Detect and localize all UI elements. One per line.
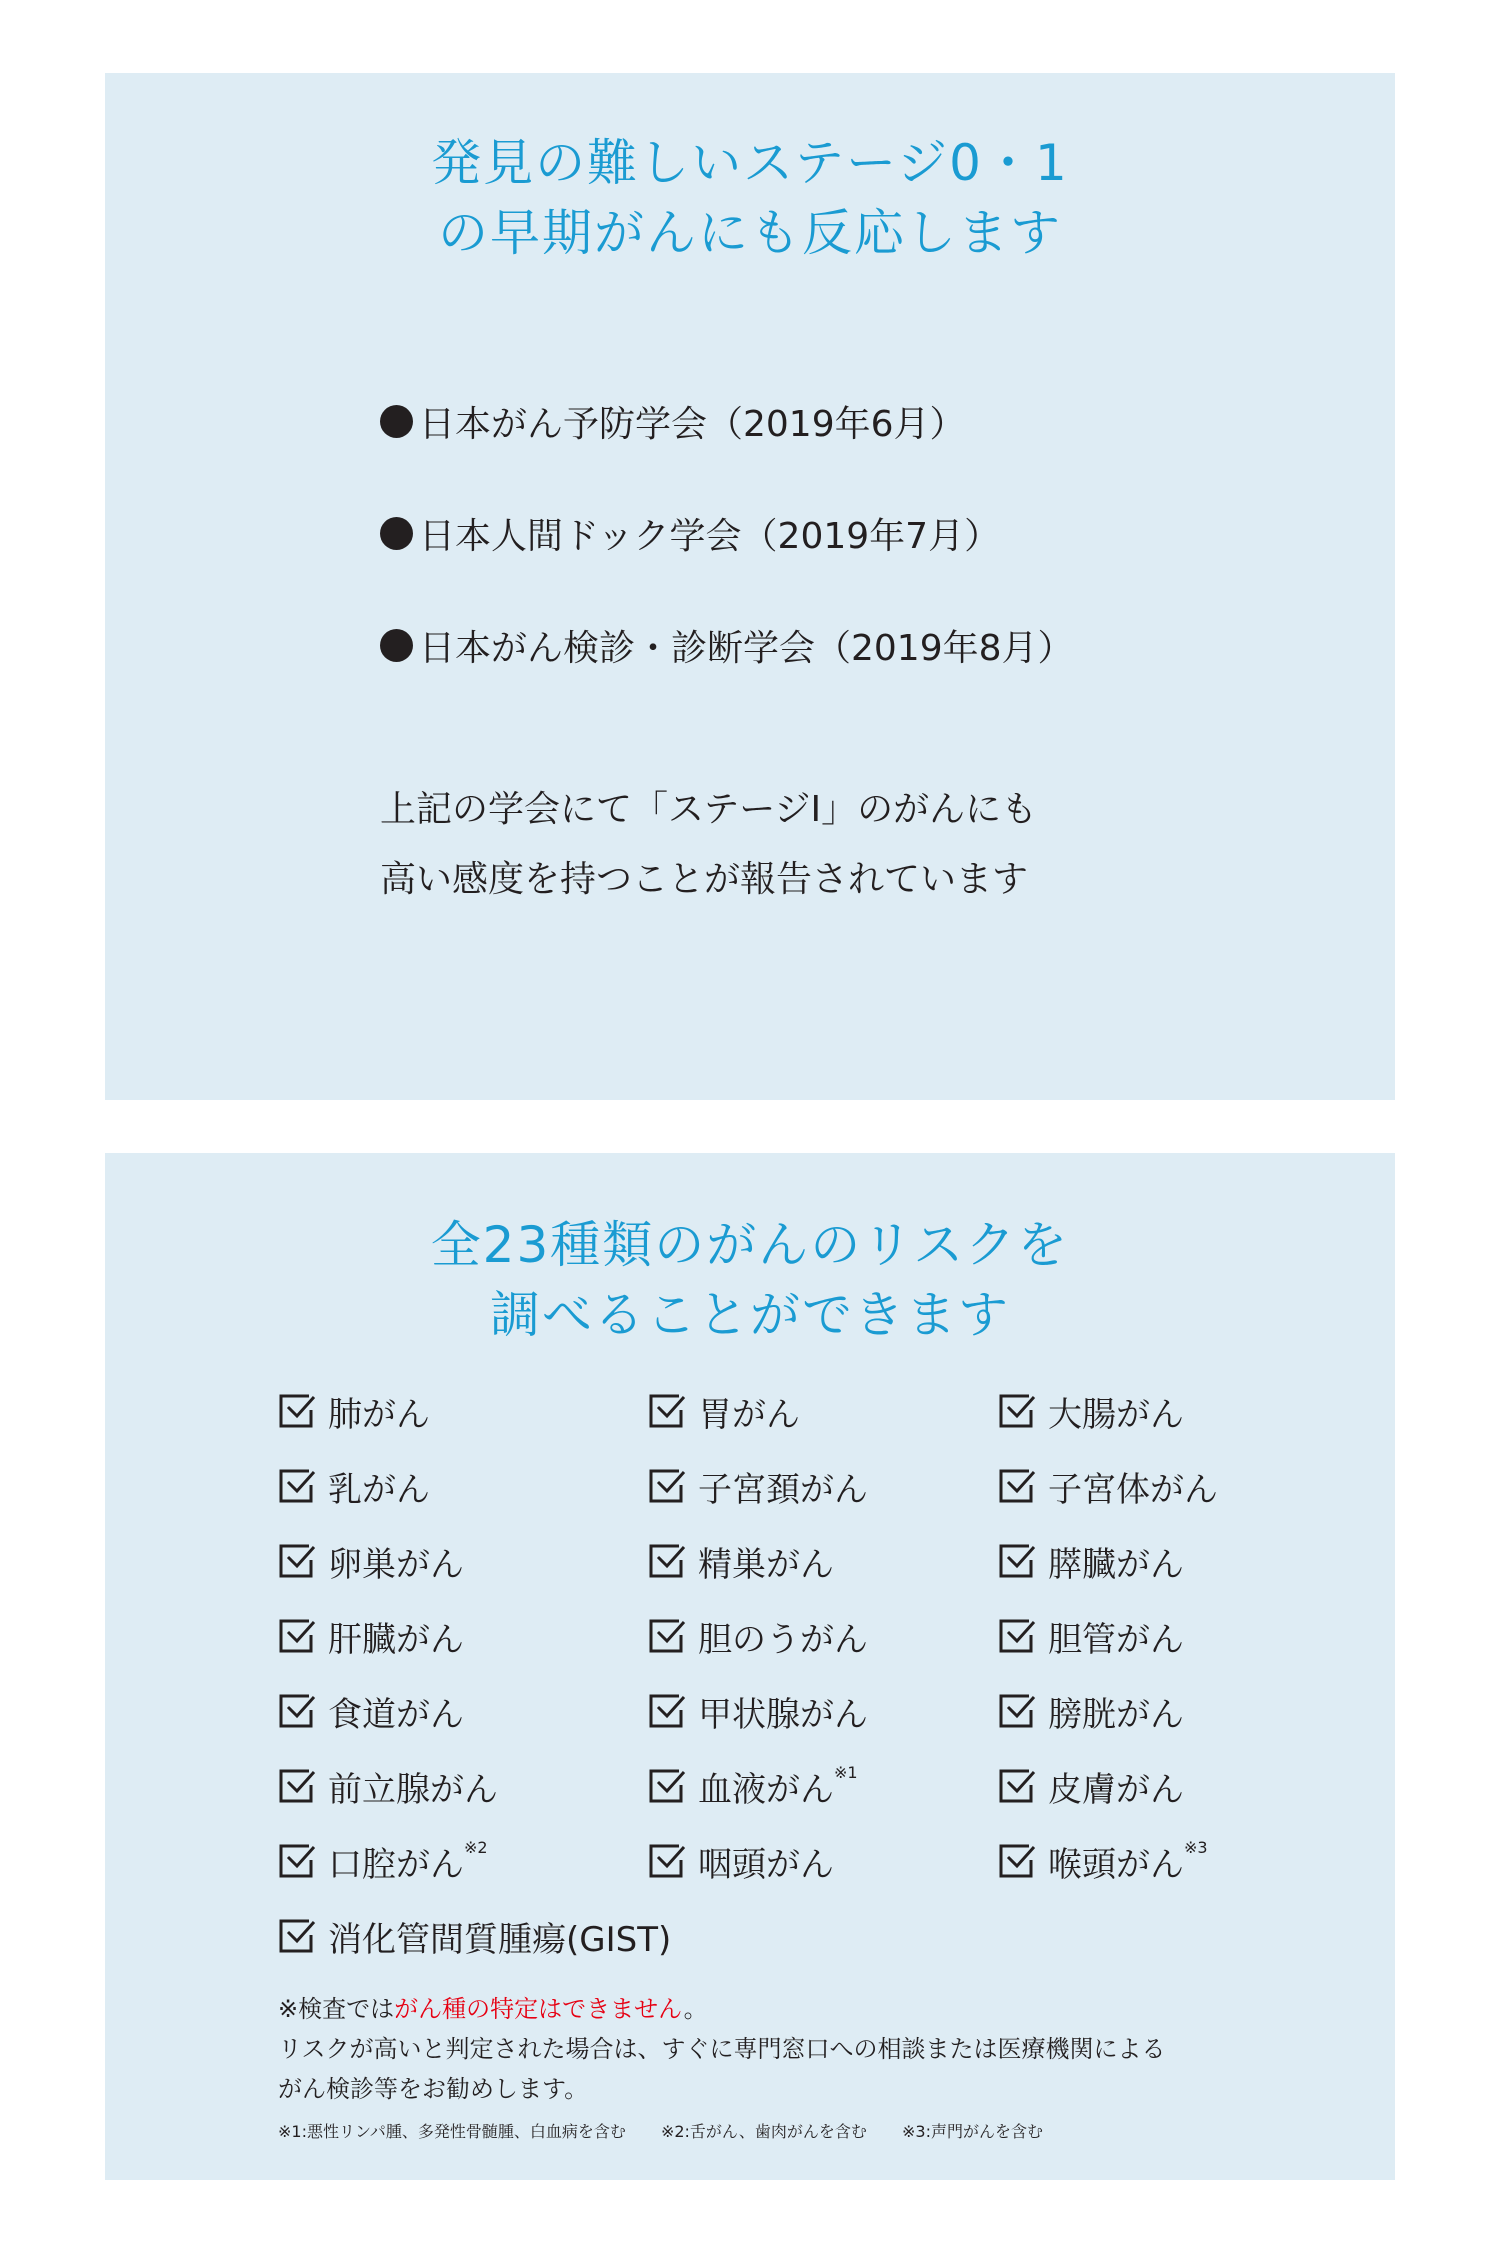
early-detection-panel — [105, 73, 1395, 1100]
cancer-type-item — [278, 1836, 488, 1886]
bullet-icon — [380, 629, 413, 662]
cancer-type-item — [278, 1686, 464, 1736]
cancer-type-item — [998, 1611, 1184, 1661]
cancer-type-label: 精巣がん — [698, 1544, 834, 1585]
checkbox-checked-icon — [278, 1917, 316, 1955]
heading-line: 全23種類のがんのリスクを — [430, 1216, 1070, 1274]
checkbox-checked-icon — [278, 1767, 316, 1805]
checkbox-checked-icon — [648, 1767, 686, 1805]
checkbox-checked-icon — [648, 1842, 686, 1880]
checkbox-checked-icon — [278, 1692, 316, 1730]
cancer-type-label: 胆のうがん — [698, 1619, 868, 1660]
checkbox-checked-icon — [648, 1467, 686, 1505]
cancer-type-item — [278, 1461, 430, 1511]
cancer-type-item — [648, 1461, 868, 1511]
cancer-types-panel — [105, 1153, 1395, 2180]
cancer-type-label: 乳がん — [328, 1469, 430, 1510]
footnote-marker: ※1 — [834, 1763, 858, 1782]
disclaimer-prefix: ※検査では — [278, 1995, 395, 2023]
cancer-type-item — [278, 1536, 464, 1586]
conference-label: 日本人間ドック学会（2019年7月） — [419, 515, 1001, 557]
cancer-type-label: 胃がん — [698, 1394, 800, 1435]
checkbox-checked-icon — [998, 1542, 1036, 1580]
cancer-type-item — [998, 1461, 1218, 1511]
footnotes — [278, 2120, 1073, 2144]
cancer-type-item — [648, 1761, 858, 1811]
cancer-type-label: 皮膚がん — [1048, 1769, 1184, 1810]
cancer-type-item — [648, 1386, 800, 1436]
note-line: 上記の学会にて「ステージⅠ」のがんにも — [380, 789, 1038, 830]
heading-line: 発見の難しいステージ0・1 — [431, 134, 1069, 192]
cancer-type-item — [998, 1761, 1184, 1811]
cancer-type-label: 卵巣がん — [328, 1544, 464, 1585]
heading-line: 調べることができます — [490, 1286, 1010, 1344]
disclaimer-line: リスクが高いと判定された場合は、すぐに専門窓口への相談または医療機関による — [278, 2035, 1166, 2063]
cancer-type-label: 子宮頚がん — [698, 1469, 868, 1510]
conference-label: 日本がん検診・診断学会（2019年8月） — [419, 627, 1074, 669]
cancer-type-label: 肺がん — [328, 1394, 430, 1435]
cancer-type-label: 前立腺がん — [328, 1769, 498, 1810]
checkbox-checked-icon — [648, 1692, 686, 1730]
checkbox-checked-icon — [648, 1542, 686, 1580]
footnote: ※3:声門がんを含む — [901, 2122, 1043, 2141]
cancer-type-item — [278, 1386, 430, 1436]
cancer-type-label: 咽頭がん — [698, 1844, 834, 1885]
disclaimer-highlight: がん種の特定はできません — [394, 1995, 684, 2023]
cancer-type-item — [648, 1536, 834, 1586]
checkbox-checked-icon — [278, 1842, 316, 1880]
conference-item — [380, 503, 1074, 563]
footnote-marker: ※3 — [1184, 1838, 1208, 1857]
checkbox-checked-icon — [998, 1392, 1036, 1430]
cancer-type-label: 甲状腺がん — [698, 1694, 868, 1735]
disclaimer-line: がん検診等をお勧めします。 — [278, 2075, 589, 2103]
footnote: ※1:悪性リンパ腫、多発性骨髄腫、白血病を含む — [278, 2122, 626, 2141]
cancer-type-label: 膀胱がん — [1048, 1694, 1184, 1735]
checkbox-checked-icon — [278, 1542, 316, 1580]
bullet-icon — [380, 517, 413, 550]
cancer-type-label: 膵臓がん — [1048, 1544, 1184, 1585]
cancer-type-item — [648, 1836, 834, 1886]
cancer-type-item — [278, 1911, 671, 1961]
cancer-type-label: 血液がん — [698, 1769, 834, 1810]
checkbox-checked-icon — [648, 1392, 686, 1430]
cancer-type-item — [278, 1761, 498, 1811]
checkbox-checked-icon — [998, 1467, 1036, 1505]
cancer-type-item — [648, 1686, 868, 1736]
early-detection-heading — [105, 128, 1395, 268]
cancer-type-item — [278, 1611, 464, 1661]
cancer-type-item — [998, 1686, 1184, 1736]
conference-item — [380, 615, 1074, 675]
cancer-type-label: 口腔がん — [328, 1844, 464, 1885]
checkbox-checked-icon — [278, 1467, 316, 1505]
cancer-type-label: 喉頭がん — [1048, 1844, 1184, 1885]
cancer-type-item — [648, 1611, 868, 1661]
heading-line: の早期がんにも反応します — [438, 204, 1062, 262]
checkbox-checked-icon — [278, 1392, 316, 1430]
cancer-type-item — [998, 1536, 1184, 1586]
checkbox-checked-icon — [648, 1617, 686, 1655]
footnote: ※2:舌がん、歯肉がんを含む — [660, 2122, 867, 2141]
cancer-type-label: 胆管がん — [1048, 1619, 1184, 1660]
conference-label: 日本がん予防学会（2019年6月） — [419, 403, 966, 445]
disclaimer — [278, 1989, 1166, 2109]
cancer-type-item — [998, 1386, 1184, 1436]
bullet-icon — [380, 405, 413, 438]
sensitivity-note — [380, 775, 1037, 915]
checkbox-checked-icon — [278, 1617, 316, 1655]
checkbox-checked-icon — [998, 1842, 1036, 1880]
checkbox-checked-icon — [998, 1767, 1036, 1805]
cancer-type-label: 肝臓がん — [328, 1619, 464, 1660]
cancer-type-label: 子宮体がん — [1048, 1469, 1218, 1510]
cancer-type-label: 食道がん — [328, 1694, 464, 1735]
checkbox-checked-icon — [998, 1692, 1036, 1730]
cancer-type-item — [998, 1836, 1208, 1886]
cancer-type-label: 大腸がん — [1048, 1394, 1184, 1435]
disclaimer-suffix: 。 — [683, 1995, 708, 2023]
footnote-marker: ※2 — [464, 1838, 488, 1857]
conference-list — [380, 391, 1074, 727]
cancer-type-label: 消化管間質腫瘍(GIST) — [328, 1919, 672, 1960]
note-line: 高い感度を持つことが報告されています — [380, 859, 1029, 900]
checkbox-checked-icon — [998, 1617, 1036, 1655]
conference-item — [380, 391, 1074, 451]
disclaimer-line — [278, 1989, 1166, 2029]
